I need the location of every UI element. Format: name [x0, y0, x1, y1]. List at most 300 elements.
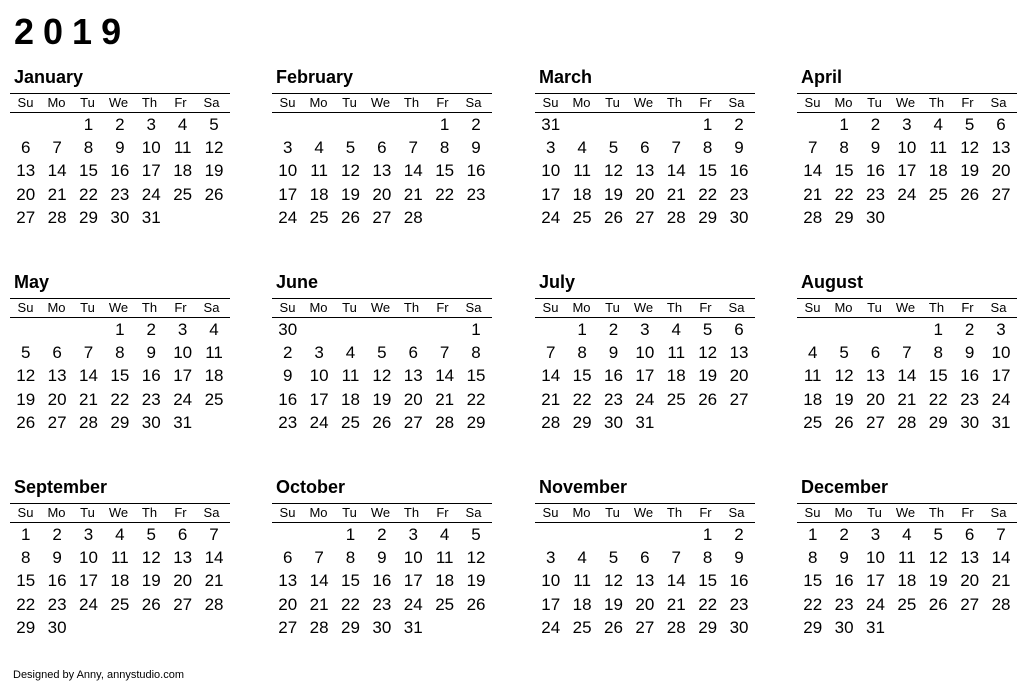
day-cell: 7: [408, 138, 418, 158]
day-cell: 9: [964, 343, 975, 363]
month-name: October: [276, 477, 346, 497]
day-cell: 19: [341, 184, 360, 204]
day-cell: 14: [991, 548, 1011, 568]
weekday-label: Su: [804, 300, 821, 315]
day-cell: [923, 616, 954, 639]
day-cell: 8: [807, 548, 818, 568]
day-cell: 24: [541, 207, 561, 227]
month-name: May: [14, 272, 50, 292]
day-cell: [366, 318, 397, 341]
day-cell: 3: [282, 138, 293, 158]
day-cell: 28: [666, 617, 686, 637]
day-cell: 29: [16, 617, 36, 637]
day-cell: 16: [729, 161, 749, 181]
weekday-label: Mo: [834, 300, 853, 315]
day-cell: 27: [960, 594, 980, 614]
day-cell: 15: [803, 571, 823, 591]
day-cell: 6: [964, 525, 975, 544]
day-cell: 25: [572, 617, 592, 637]
month-september: [10, 476, 232, 651]
weekday-label: Fr: [436, 505, 449, 520]
day-cell: 24: [635, 389, 655, 409]
day-cell: 23: [47, 594, 67, 614]
weekday-header: [272, 93, 492, 113]
weekday-label: Tu: [80, 300, 95, 315]
day-cell: 31: [141, 207, 161, 227]
day-cell: 7: [314, 548, 324, 568]
day-cell: 27: [47, 412, 67, 432]
day-cell: 7: [209, 525, 219, 544]
day-cell: 20: [991, 161, 1011, 181]
week-row: [272, 136, 492, 159]
month-april: [797, 66, 1019, 241]
month-january: [10, 66, 232, 241]
day-cell: 3: [545, 138, 556, 158]
weekday-label: Tu: [342, 95, 357, 110]
day-cell: [303, 523, 334, 546]
day-grid: [272, 113, 492, 229]
month-october: [272, 476, 494, 651]
day-cell: 23: [866, 184, 885, 204]
week-row: [10, 388, 230, 411]
day-cell: 5: [471, 525, 481, 544]
weekday-label: Mo: [309, 505, 328, 520]
weekday-label: Sa: [203, 95, 220, 110]
day-cell: 1: [20, 525, 31, 544]
weekday-label: Mo: [309, 300, 328, 315]
week-row: [272, 159, 492, 182]
day-cell: 13: [173, 548, 193, 568]
day-cell: [891, 206, 922, 229]
day-cell: 8: [839, 138, 849, 158]
day-cell: 25: [572, 207, 592, 227]
weekday-label: Th: [666, 95, 683, 110]
day-cell: 26: [141, 594, 161, 614]
week-row: [10, 569, 230, 592]
day-cell: 6: [640, 548, 650, 568]
day-cell: 25: [803, 412, 823, 432]
day-cell: 12: [604, 161, 623, 181]
day-cell: 19: [16, 389, 36, 409]
day-cell: 18: [110, 571, 130, 591]
day-cell: 22: [16, 594, 36, 614]
weekday-label: Tu: [342, 505, 357, 520]
day-cell: 1: [439, 115, 450, 134]
weekday-label: Sa: [990, 95, 1007, 110]
day-cell: 3: [870, 525, 881, 544]
weekday-label: Th: [403, 505, 420, 520]
week-row: [272, 569, 492, 592]
day-cell: 19: [372, 389, 392, 409]
day-cell: 5: [933, 525, 943, 544]
weekday-label: We: [895, 300, 916, 315]
week-row: [535, 593, 755, 616]
day-cell: [198, 206, 229, 229]
day-cell: 30: [866, 207, 885, 227]
day-cell: 3: [545, 548, 556, 568]
day-cell: 18: [897, 571, 917, 591]
weekday-label: Fr: [436, 95, 449, 110]
day-cell: 12: [16, 366, 36, 386]
day-cell: 21: [666, 184, 686, 204]
day-cell: 10: [79, 548, 98, 568]
weekday-label: We: [633, 95, 654, 110]
day-cell: 16: [729, 571, 749, 591]
day-cell: 23: [729, 184, 749, 204]
week-row: [797, 364, 1017, 387]
day-cell: 2: [608, 320, 619, 339]
weekday-label: Mo: [572, 505, 591, 520]
day-cell: 4: [577, 548, 587, 568]
weekday-label: We: [108, 505, 129, 520]
day-cell: 24: [278, 207, 298, 227]
day-cell: 19: [204, 161, 224, 181]
day-cell: 23: [372, 594, 392, 614]
day-cell: 12: [341, 161, 360, 181]
day-cell: 17: [278, 184, 298, 204]
day-cell: 9: [608, 343, 619, 363]
day-cell: 31: [866, 617, 885, 637]
year-title: 2019: [14, 11, 131, 52]
month-name: August: [801, 272, 863, 292]
weekday-label: Mo: [47, 505, 66, 520]
day-cell: 12: [698, 343, 718, 363]
week-row: [272, 206, 492, 229]
day-cell: 22: [698, 184, 718, 204]
day-cell: 21: [204, 571, 224, 591]
day-cell: 14: [897, 366, 917, 386]
day-cell: 23: [960, 389, 980, 409]
day-cell: 31: [173, 412, 193, 432]
weekday-label: Fr: [174, 505, 187, 520]
week-row: [535, 113, 755, 136]
day-cell: 5: [146, 525, 156, 544]
day-cell: 6: [640, 138, 650, 158]
day-cell: 27: [173, 594, 193, 614]
day-cell: 20: [729, 366, 749, 386]
day-cell: 8: [345, 548, 356, 568]
week-row: [272, 364, 492, 387]
day-cell: 20: [278, 594, 298, 614]
week-row: [10, 364, 230, 387]
weekday-label: Sa: [465, 300, 482, 315]
day-cell: 4: [671, 320, 681, 339]
day-cell: 16: [834, 571, 854, 591]
day-cell: 2: [734, 115, 744, 134]
day-cell: [535, 523, 566, 546]
weekday-label: Sa: [465, 505, 482, 520]
day-cell: 26: [960, 184, 980, 204]
day-cell: 12: [928, 548, 948, 568]
day-cell: 12: [372, 366, 392, 386]
day-cell: 15: [79, 161, 98, 181]
weekday-label: Su: [542, 505, 559, 520]
day-cell: 18: [572, 594, 592, 614]
day-cell: 22: [341, 594, 360, 614]
weekday-header: [797, 93, 1017, 113]
month-march: [535, 66, 757, 241]
day-cell: 23: [834, 594, 854, 614]
day-cell: 28: [435, 412, 455, 432]
day-cell: 13: [403, 366, 423, 386]
day-cell: 24: [541, 617, 561, 637]
day-cell: 11: [310, 161, 328, 181]
day-cell: [73, 616, 104, 639]
day-cell: 13: [278, 571, 298, 591]
day-cell: 25: [204, 389, 224, 409]
day-cell: 27: [866, 412, 885, 432]
day-cell: [692, 411, 723, 434]
month-august: [797, 271, 1019, 446]
day-cell: [460, 616, 491, 639]
weekday-label: Mo: [309, 95, 328, 110]
weekday-label: Sa: [728, 505, 745, 520]
week-row: [535, 388, 755, 411]
weekday-label: Tu: [867, 505, 882, 520]
day-grid: [10, 523, 230, 639]
day-grid: [797, 523, 1017, 639]
day-cell: 26: [698, 389, 718, 409]
day-cell: 29: [79, 207, 98, 227]
day-cell: [923, 206, 954, 229]
weekday-label: Tu: [605, 300, 620, 315]
day-cell: 8: [702, 548, 713, 568]
day-cell: 21: [991, 571, 1011, 591]
day-cell: 20: [960, 571, 980, 591]
day-cell: 16: [278, 389, 298, 409]
day-grid: [535, 523, 755, 639]
month-name: December: [801, 477, 889, 497]
week-row: [797, 546, 1017, 569]
day-cell: 3: [314, 343, 324, 363]
day-cell: [985, 206, 1016, 229]
day-cell: 2: [115, 115, 125, 134]
week-row: [10, 159, 230, 182]
day-cell: 11: [573, 571, 591, 591]
weekday-label: Tu: [605, 95, 620, 110]
day-cell: 9: [839, 548, 849, 568]
day-cell: 26: [204, 184, 224, 204]
day-cell: 31: [635, 412, 655, 432]
day-cell: 6: [408, 343, 418, 363]
weekday-label: Su: [279, 505, 296, 520]
weekday-label: Mo: [47, 300, 66, 315]
day-cell: 26: [466, 594, 486, 614]
weekday-label: Su: [804, 95, 821, 110]
day-cell: 13: [866, 366, 885, 386]
week-row: [797, 318, 1017, 341]
day-cell: 9: [115, 138, 125, 158]
day-cell: 16: [466, 161, 486, 181]
day-grid: [272, 318, 492, 434]
day-cell: 17: [79, 571, 98, 591]
week-row: [10, 411, 230, 434]
weekday-label: Th: [141, 505, 158, 520]
week-row: [272, 388, 492, 411]
day-cell: 10: [309, 366, 329, 386]
weekday-label: We: [370, 300, 391, 315]
day-cell: 6: [20, 138, 31, 158]
day-cell: 26: [928, 594, 948, 614]
weekday-header: [272, 298, 492, 318]
month-july: [535, 271, 757, 446]
day-cell: 27: [635, 617, 655, 637]
weekday-header: [10, 93, 230, 113]
day-cell: 20: [635, 184, 655, 204]
day-cell: 6: [377, 138, 387, 158]
day-cell: 6: [177, 525, 188, 544]
weekday-label: Sa: [203, 300, 220, 315]
day-cell: 4: [115, 525, 125, 544]
day-cell: 8: [471, 343, 481, 363]
day-cell: 14: [204, 548, 224, 568]
day-cell: [335, 113, 366, 136]
day-cell: 6: [282, 548, 293, 568]
day-cell: 29: [834, 207, 854, 227]
day-cell: 11: [667, 343, 686, 363]
day-cell: 5: [608, 138, 619, 158]
day-cell: 12: [141, 548, 161, 568]
week-row: [272, 616, 492, 639]
day-cell: 20: [173, 571, 193, 591]
week-row: [10, 546, 230, 569]
day-cell: 13: [729, 343, 749, 363]
weekday-label: We: [108, 300, 129, 315]
day-cell: [460, 206, 491, 229]
weekday-label: We: [370, 505, 391, 520]
week-row: [535, 318, 755, 341]
day-cell: 13: [372, 161, 392, 181]
day-cell: 19: [466, 571, 486, 591]
day-cell: 16: [960, 366, 980, 386]
week-row: [535, 136, 755, 159]
day-cell: 20: [16, 184, 36, 204]
day-cell: 1: [807, 525, 818, 544]
day-cell: 24: [173, 389, 193, 409]
day-cell: [272, 113, 303, 136]
day-cell: 25: [666, 389, 686, 409]
day-cell: [104, 616, 135, 639]
day-cell: 24: [79, 594, 98, 614]
day-cell: [272, 523, 303, 546]
day-cell: 16: [604, 366, 623, 386]
day-cell: 7: [902, 343, 912, 363]
day-cell: [398, 318, 429, 341]
month-november: [535, 476, 757, 651]
week-row: [797, 388, 1017, 411]
day-cell: 7: [52, 138, 62, 158]
week-row: [10, 136, 230, 159]
day-cell: 19: [604, 184, 623, 204]
day-cell: 10: [866, 548, 885, 568]
day-cell: 12: [466, 548, 486, 568]
day-cell: 22: [466, 389, 486, 409]
day-cell: 10: [173, 343, 193, 363]
weekday-label: Fr: [699, 95, 712, 110]
week-row: [10, 206, 230, 229]
weekday-label: Mo: [834, 505, 853, 520]
month-june: [272, 271, 494, 446]
day-cell: 14: [79, 366, 98, 386]
day-cell: 21: [897, 389, 917, 409]
weekday-label: Mo: [834, 95, 853, 110]
weekday-label: Th: [141, 300, 158, 315]
month-december: [797, 476, 1019, 651]
day-cell: 21: [403, 184, 423, 204]
day-cell: 4: [177, 115, 188, 134]
day-cell: 14: [666, 161, 686, 181]
day-cell: 20: [866, 389, 885, 409]
day-cell: 17: [141, 161, 161, 181]
weekday-label: Fr: [174, 95, 187, 110]
day-cell: [828, 318, 859, 341]
day-cell: 30: [960, 412, 980, 432]
day-cell: 16: [141, 366, 161, 386]
day-cell: 1: [839, 115, 849, 134]
week-row: [797, 569, 1017, 592]
day-cell: 7: [545, 343, 556, 363]
week-row: [797, 206, 1017, 229]
week-row: [10, 593, 230, 616]
day-cell: [661, 523, 692, 546]
weekday-label: Mo: [47, 95, 66, 110]
day-cell: 5: [209, 115, 219, 134]
weekday-label: Th: [666, 300, 683, 315]
day-cell: 13: [16, 161, 36, 181]
day-grid: [797, 318, 1017, 434]
weekday-header: [10, 503, 230, 523]
weekday-label: Su: [804, 505, 821, 520]
weekday-header: [272, 503, 492, 523]
day-cell: 2: [146, 320, 156, 339]
day-cell: [954, 616, 985, 639]
day-cell: 19: [928, 571, 948, 591]
day-cell: 9: [377, 548, 387, 568]
day-cell: 5: [702, 320, 713, 339]
weekday-label: We: [370, 95, 391, 110]
day-cell: 28: [47, 207, 67, 227]
week-row: [797, 411, 1017, 434]
day-cell: 3: [146, 115, 156, 134]
day-cell: 3: [83, 525, 94, 544]
day-cell: [797, 318, 828, 341]
weekday-label: Fr: [699, 505, 712, 520]
day-cell: 5: [839, 343, 849, 363]
day-cell: 24: [866, 594, 885, 614]
day-cell: [797, 113, 828, 136]
day-cell: 26: [16, 412, 36, 432]
week-row: [272, 183, 492, 206]
day-cell: 31: [991, 412, 1011, 432]
day-cell: 20: [47, 389, 67, 409]
day-cell: 5: [608, 548, 619, 568]
day-cell: [10, 318, 41, 341]
day-cell: 26: [341, 207, 360, 227]
weekday-label: Th: [928, 95, 945, 110]
weekday-header: [797, 298, 1017, 318]
week-row: [535, 411, 755, 434]
day-cell: [167, 206, 198, 229]
day-cell: 7: [807, 138, 818, 158]
day-cell: 25: [341, 412, 360, 432]
day-cell: [723, 411, 754, 434]
day-cell: 18: [666, 366, 686, 386]
day-cell: 3: [408, 525, 418, 544]
weekday-header: [797, 503, 1017, 523]
day-cell: 27: [16, 207, 36, 227]
day-cell: 25: [173, 184, 193, 204]
weekday-label: Fr: [174, 300, 187, 315]
